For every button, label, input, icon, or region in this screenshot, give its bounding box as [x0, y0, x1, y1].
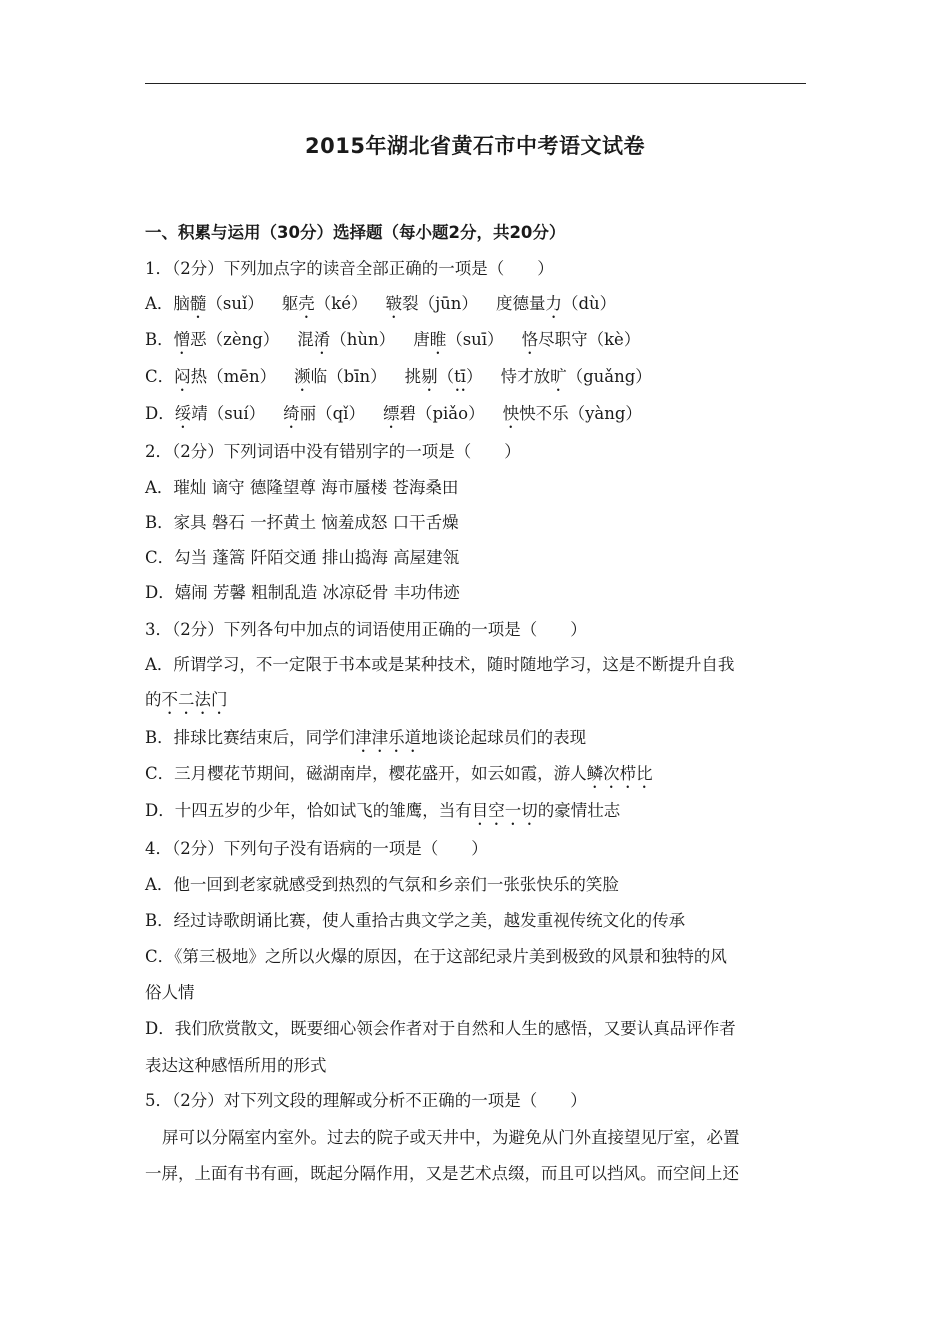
q2-option-d: D．嬉闹 芳馨 粗制乱造 冰凉砭骨 丰功伟迹: [145, 583, 460, 602]
q5-stem: 5．（2分）对下列文段的理解或分析不正确的一项是（ ）: [145, 1091, 587, 1110]
q4-option-a: A．他一回到老家就感受到热烈的气氛和乡亲们一张张快乐的笑脸: [145, 875, 619, 894]
q1-stem: 1．（2分）下列加点字的读音全部正确的一项是（ ）: [145, 259, 554, 278]
q4-stem: 4．（2分）下列句子没有语病的一项是（ ）: [145, 839, 488, 858]
q1-option-d: D．绥靖（suí） 绮丽（qǐ） 缥碧（piǎo） 怏怏不乐（yàng）: [145, 404, 642, 423]
header-rule: [145, 83, 806, 84]
q2-option-b: B．家具 磐石 一抔黄土 恼羞成怒 口干舌燥: [145, 513, 459, 532]
q3-option-c: C．三月樱花节期间，磁湖南岸，樱花盛开，如云如霞，游人鳞次栉比: [145, 764, 653, 783]
q4-option-d: D．我们欣赏散文，既要细心领会作者对于自然和人生的感悟，又要认真品评作者: [145, 1019, 736, 1038]
q3-option-d: D．十四五岁的少年，恰如试飞的雏鹰，当有目空一切的豪情壮志: [145, 801, 621, 820]
q1-option-a: A．脑髓（suǐ） 躯壳（ké） 皲裂（jūn） 度德量力（dù）: [145, 294, 617, 313]
section-heading: 一、积累与运用（30分）选择题（每小题2分，共20分）: [145, 223, 566, 242]
q2-stem: 2．（2分）下列词语中没有错别字的一项是（ ）: [145, 442, 521, 461]
q1-option-b: B．憎恶（zèng） 混淆（hùn） 唐睢（suī） 恪尽职守（kè）: [145, 330, 641, 349]
q3-option-a: A．所谓学习，不一定限于书本或是某种技术，随时随地学习，这是不断提升自我: [145, 655, 735, 674]
q2-option-a: A．璀灿 谪守 德隆望尊 海市蜃楼 苍海桑田: [145, 478, 459, 497]
q3-option-a-cont: 的不二法门: [145, 690, 228, 709]
q4-option-d-cont: 表达这种感悟所用的形式: [145, 1056, 327, 1075]
q4-option-c: C．《第三极地》之所以火爆的原因，在于这部纪录片美到极致的风景和独特的风: [145, 947, 727, 966]
q1-option-c: C．闷热（mēn） 濒临（bīn） 挑剔（tī） 恃才放旷（guǎng）: [145, 367, 652, 386]
page-title: 2015年湖北省黄石市中考语文试卷: [305, 134, 645, 158]
q3-stem: 3．（2分）下列各句中加点的词语使用正确的一项是（ ）: [145, 620, 587, 639]
q5-passage-line: 一屏，上面有书有画，既起分隔作用，又是艺术点缀，而且可以挡风。而空间上还: [145, 1164, 739, 1183]
q4-option-b: B．经过诗歌朗诵比赛，使人重拾古典文学之美，越发重视传统文化的传承: [145, 911, 686, 930]
q5-passage-line: 屏可以分隔室内室外。过去的院子或天井中，为避免从门外直接望见厅室，必置: [162, 1128, 740, 1147]
q2-option-c: C．勾当 蓬篙 阡陌交通 排山捣海 高屋建瓴: [145, 548, 460, 567]
q3-option-b: B．排球比赛结束后，同学们津津乐道地谈论起球员们的表现: [145, 728, 587, 747]
q4-option-c-cont: 俗人情: [145, 983, 195, 1002]
